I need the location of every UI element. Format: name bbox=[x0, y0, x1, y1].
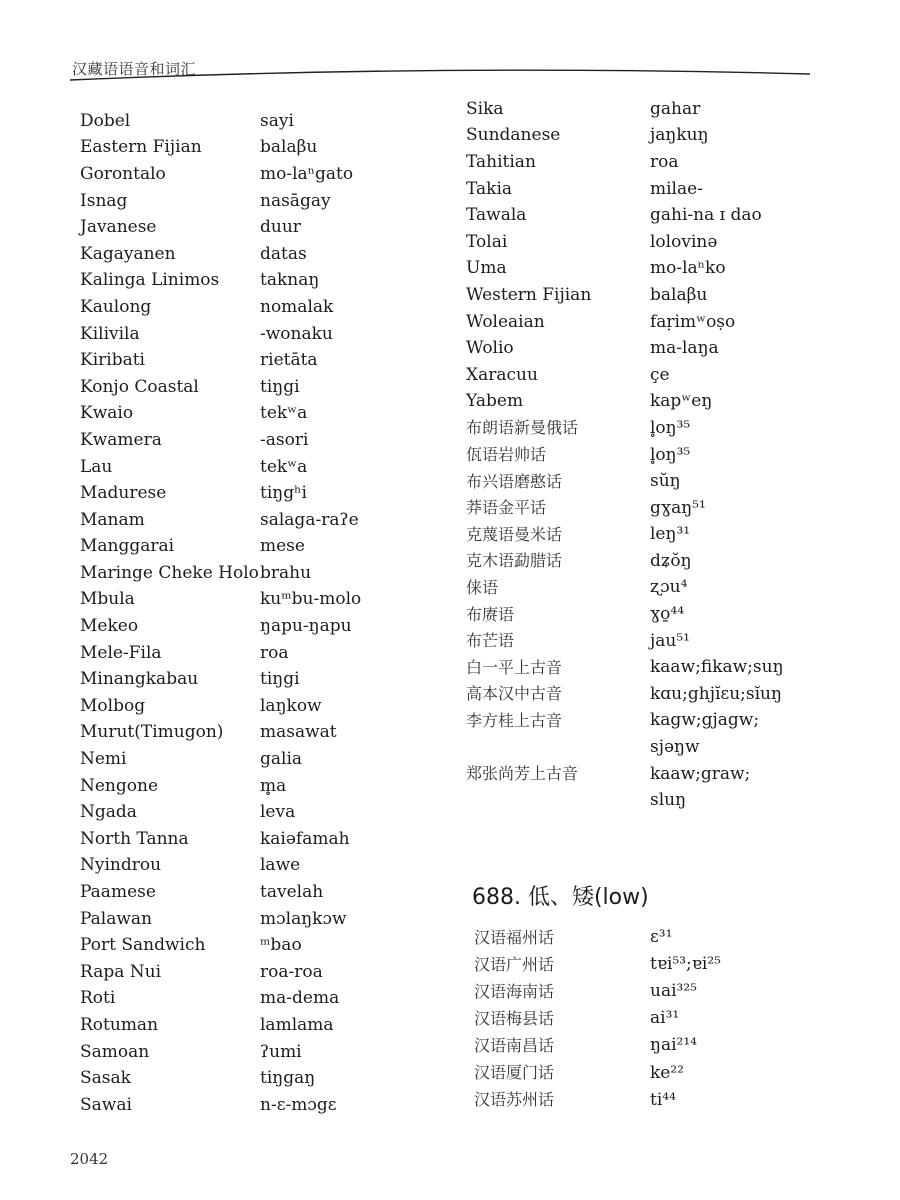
entry-row bbox=[466, 575, 784, 602]
word-form: ɛ³¹ bbox=[650, 927, 673, 948]
entry-row bbox=[466, 522, 784, 549]
word-form: ʔumi bbox=[260, 1041, 302, 1062]
language-name: Mbula bbox=[80, 589, 135, 610]
entry-row bbox=[80, 534, 361, 561]
language-name: 郑张尚芳上古音 bbox=[466, 764, 579, 784]
word-form: ɣo̱⁴⁴ bbox=[650, 604, 685, 625]
word-form: m̥a bbox=[260, 775, 287, 796]
entry-row bbox=[466, 708, 784, 735]
entry-row bbox=[466, 362, 784, 389]
entry-row bbox=[80, 427, 361, 454]
word-form: faṛimʷoṣo bbox=[650, 311, 736, 332]
entry-row bbox=[80, 1092, 361, 1119]
word-form: ti⁴⁴ bbox=[650, 1089, 676, 1110]
entry-row bbox=[466, 335, 784, 362]
entry-row bbox=[80, 294, 361, 321]
entry-row bbox=[80, 268, 361, 295]
word-form: ʐɔu⁴ bbox=[650, 577, 688, 598]
entry-row bbox=[466, 601, 784, 628]
language-name: Javanese bbox=[80, 217, 157, 238]
entry-row bbox=[80, 374, 361, 401]
language-name: Kwaio bbox=[80, 403, 134, 424]
language-name: Yabem bbox=[466, 391, 524, 412]
running-header: 汉藏语语音和词汇 bbox=[72, 60, 197, 78]
language-name: Tahitian bbox=[466, 151, 536, 172]
language-name: Samoan bbox=[80, 1041, 150, 1062]
word-form: tɐi⁵³;ɐi²⁵ bbox=[650, 954, 721, 975]
language-name: Kilivila bbox=[80, 323, 140, 344]
entry-row bbox=[80, 454, 361, 481]
word-form: lolovinə bbox=[650, 231, 718, 252]
entry-row bbox=[466, 787, 784, 814]
word-form: tavelah bbox=[260, 882, 324, 903]
word-form: gahar bbox=[650, 98, 701, 119]
language-name: Isnag bbox=[80, 190, 128, 211]
language-name: Paamese bbox=[80, 882, 156, 903]
language-name: 克木语勐腊话 bbox=[466, 551, 563, 571]
entry-row bbox=[466, 495, 784, 522]
language-name: Sundanese bbox=[466, 125, 561, 146]
word-form: leŋ³¹ bbox=[650, 524, 691, 545]
entry-row bbox=[80, 666, 361, 693]
language-name: 白一平上古音 bbox=[466, 657, 563, 677]
word-form: mo-laⁿgato bbox=[260, 163, 354, 184]
language-name: 汉语苏州话 bbox=[474, 1090, 555, 1110]
section-entries bbox=[474, 924, 721, 1114]
entry-row bbox=[466, 149, 784, 176]
language-name: Kalinga Linimos bbox=[80, 270, 220, 291]
language-name: Kagayanen bbox=[80, 243, 176, 264]
entry-row bbox=[80, 241, 361, 268]
entry-row bbox=[466, 202, 784, 229]
word-form: kaaw;fikaw;suŋ bbox=[650, 657, 784, 678]
language-name: 布芒语 bbox=[466, 631, 515, 651]
word-form: kuᵐbu-molo bbox=[260, 589, 362, 610]
word-form: nomalak bbox=[260, 296, 334, 317]
word-form: kaiəfamah bbox=[260, 828, 350, 849]
entry-row bbox=[466, 96, 784, 123]
entry-row bbox=[80, 879, 361, 906]
entry-row bbox=[466, 176, 784, 203]
language-name: Eastern Fijian bbox=[80, 137, 202, 158]
language-name: Nengone bbox=[80, 775, 159, 796]
entry-row bbox=[80, 773, 361, 800]
language-name: Wolio bbox=[466, 338, 514, 359]
word-form: gahi-na ɪ dao bbox=[650, 205, 762, 226]
entry-row bbox=[80, 108, 361, 135]
language-name: North Tanna bbox=[80, 828, 189, 849]
language-name: 莽语金平话 bbox=[466, 498, 547, 518]
word-form: -wonaku bbox=[260, 323, 333, 344]
language-name: Palawan bbox=[80, 908, 153, 929]
language-name: 佤语岩帅话 bbox=[466, 445, 547, 465]
word-form: duur bbox=[260, 217, 301, 238]
word-form: jau⁵¹ bbox=[650, 630, 690, 651]
entry-row bbox=[80, 720, 361, 747]
entry-row bbox=[80, 932, 361, 959]
word-form: n-ɛ-mɔgɛ bbox=[260, 1094, 337, 1115]
word-form: roa bbox=[650, 151, 679, 172]
entry-row bbox=[80, 746, 361, 773]
language-name: Nyindrou bbox=[80, 855, 162, 876]
language-name: Kiribati bbox=[80, 350, 145, 371]
entry-row bbox=[80, 560, 361, 587]
language-name: Rotuman bbox=[80, 1014, 159, 1035]
language-name: Western Fijian bbox=[466, 284, 592, 305]
language-name: Dobel bbox=[80, 110, 131, 131]
language-name: 汉语海南话 bbox=[474, 981, 555, 1001]
language-name: Rapa Nui bbox=[80, 961, 162, 982]
word-form: datas bbox=[260, 243, 307, 264]
word-form: -asori bbox=[260, 429, 309, 450]
language-name: Mele-Fila bbox=[80, 642, 162, 663]
language-name: Gorontalo bbox=[80, 163, 166, 184]
right-column bbox=[466, 96, 784, 814]
entry-row bbox=[474, 1059, 721, 1086]
language-name: Murut(Timugon) bbox=[80, 722, 224, 743]
word-form: salaga-raʔe bbox=[260, 509, 359, 530]
entry-row bbox=[80, 826, 361, 853]
word-form: tiŋgaŋ bbox=[260, 1068, 316, 1089]
language-name: Port Sandwich bbox=[80, 935, 206, 956]
entry-row bbox=[466, 628, 784, 655]
word-form: kapʷeŋ bbox=[650, 391, 713, 412]
language-name: Konjo Coastal bbox=[80, 376, 199, 397]
language-name: Madurese bbox=[80, 483, 167, 504]
word-form: sjəŋw bbox=[650, 737, 700, 758]
entry-row bbox=[474, 924, 721, 951]
language-name: Maringe Cheke Holo bbox=[80, 562, 259, 583]
word-form: mo-laⁿko bbox=[650, 258, 726, 279]
word-form: leva bbox=[260, 802, 296, 823]
entry-row bbox=[466, 415, 784, 442]
word-form: tekʷa bbox=[260, 456, 308, 477]
language-name: Uma bbox=[466, 258, 507, 279]
entry-row bbox=[80, 853, 361, 880]
entry-row bbox=[474, 978, 721, 1005]
language-name: Lau bbox=[80, 456, 113, 477]
word-form: masawat bbox=[260, 722, 337, 743]
word-form: tekʷa bbox=[260, 403, 308, 424]
left-column bbox=[80, 108, 361, 1119]
entry-row bbox=[474, 1087, 721, 1114]
entry-row bbox=[80, 1039, 361, 1066]
word-form: ŋapu-ŋapu bbox=[260, 616, 352, 637]
entry-row bbox=[466, 734, 784, 761]
header-rule bbox=[70, 66, 810, 86]
language-name: Molbog bbox=[80, 695, 146, 716]
section-heading: 688. 低、矮(low) bbox=[472, 885, 649, 910]
entry-row bbox=[466, 761, 784, 788]
entry-row bbox=[80, 1065, 361, 1092]
language-name: Minangkabau bbox=[80, 669, 199, 690]
entry-row bbox=[466, 389, 784, 416]
language-name: Kaulong bbox=[80, 296, 152, 317]
word-form: roa bbox=[260, 642, 289, 663]
language-name: 汉语厦门话 bbox=[474, 1063, 555, 1083]
entry-row bbox=[80, 613, 361, 640]
language-name: 汉语南昌话 bbox=[474, 1035, 555, 1055]
word-form: mɔlaŋkɔw bbox=[260, 908, 347, 929]
language-name: Kwamera bbox=[80, 429, 162, 450]
language-name: 布朗语新曼俄话 bbox=[466, 418, 579, 438]
language-name: Manggarai bbox=[80, 536, 175, 557]
word-form: ŋai²¹⁴ bbox=[650, 1035, 697, 1056]
language-name: Tolai bbox=[466, 231, 508, 252]
language-name: 布兴语磨憨话 bbox=[466, 471, 563, 491]
word-form: nasāgay bbox=[260, 190, 331, 211]
word-form: balaβu bbox=[650, 284, 708, 305]
entry-row bbox=[80, 507, 361, 534]
word-form: jaŋkuŋ bbox=[650, 125, 709, 146]
language-name: Woleaian bbox=[466, 311, 545, 332]
word-form: l̥oŋ³⁵ bbox=[650, 417, 691, 438]
language-name: 布赓语 bbox=[466, 604, 515, 624]
entry-row bbox=[466, 229, 784, 256]
entry-row bbox=[466, 309, 784, 336]
word-form: taknaŋ bbox=[260, 270, 320, 291]
language-name: Roti bbox=[80, 988, 116, 1009]
word-form: sŭŋ bbox=[650, 471, 681, 492]
language-name: Mekeo bbox=[80, 616, 139, 637]
word-form: balaβu bbox=[260, 137, 318, 158]
language-name: 克蔑语曼米话 bbox=[466, 524, 563, 544]
word-form: ke²² bbox=[650, 1062, 684, 1083]
word-form: laŋkow bbox=[260, 695, 322, 716]
entry-row bbox=[466, 282, 784, 309]
word-form: galia bbox=[260, 749, 303, 770]
entry-row bbox=[466, 256, 784, 283]
entry-row bbox=[80, 161, 361, 188]
entry-row bbox=[80, 640, 361, 667]
language-name: Tawala bbox=[466, 205, 527, 226]
language-name: Xaracuu bbox=[466, 364, 538, 385]
word-form: kaaw;graw; bbox=[650, 763, 751, 784]
entry-row bbox=[80, 799, 361, 826]
word-form: sayi bbox=[260, 110, 294, 131]
entry-row bbox=[80, 401, 361, 428]
language-name: 李方桂上古音 bbox=[466, 710, 563, 730]
entry-row bbox=[474, 951, 721, 978]
word-form: mese bbox=[260, 536, 305, 557]
entry-row bbox=[474, 1005, 721, 1032]
word-form: lamlama bbox=[260, 1014, 334, 1035]
word-form: kagw;gjagw; bbox=[650, 710, 760, 731]
word-form: çe bbox=[650, 364, 670, 385]
language-name: 汉语广州话 bbox=[474, 954, 555, 974]
entry-row bbox=[466, 468, 784, 495]
word-form: lawe bbox=[260, 855, 301, 876]
entry-row bbox=[474, 1032, 721, 1059]
language-name: Ngada bbox=[80, 802, 137, 823]
entry-row bbox=[80, 959, 361, 986]
word-form: ai³¹ bbox=[650, 1008, 680, 1029]
entry-row bbox=[80, 906, 361, 933]
language-name: 俫语 bbox=[466, 577, 499, 597]
entry-row bbox=[466, 654, 784, 681]
word-form: kɑu;ghjĭɛu;sĭuŋ bbox=[650, 683, 782, 704]
entry-row bbox=[80, 587, 361, 614]
language-name: Manam bbox=[80, 509, 145, 530]
entry-row bbox=[466, 442, 784, 469]
word-form: brahu bbox=[260, 562, 312, 583]
entry-row bbox=[466, 123, 784, 150]
word-form: ma-dema bbox=[260, 988, 340, 1009]
entry-row bbox=[80, 214, 361, 241]
word-form: uai³²⁵ bbox=[650, 981, 697, 1002]
word-form: ma-laŋa bbox=[650, 338, 719, 359]
language-name: Takia bbox=[466, 178, 513, 199]
language-name: 高本汉中古音 bbox=[466, 684, 563, 704]
entry-row bbox=[80, 347, 361, 374]
word-form: tiŋgi bbox=[260, 376, 300, 397]
entry-row bbox=[466, 681, 784, 708]
page-number: 2042 bbox=[70, 1150, 109, 1168]
entry-row bbox=[80, 480, 361, 507]
language-name: Sawai bbox=[80, 1094, 132, 1115]
word-form: ᵐbao bbox=[260, 935, 302, 956]
language-name: Sika bbox=[466, 98, 504, 119]
entry-row bbox=[80, 188, 361, 215]
entry-row bbox=[80, 135, 361, 162]
word-form: milae- bbox=[650, 178, 703, 199]
word-form: l̥oŋ³⁵ bbox=[650, 444, 691, 465]
word-form: sluŋ bbox=[650, 790, 687, 811]
entry-row bbox=[80, 986, 361, 1013]
language-name: 汉语梅县话 bbox=[474, 1008, 555, 1028]
entry-row bbox=[80, 321, 361, 348]
language-name: 汉语福州话 bbox=[474, 927, 555, 947]
entry-row bbox=[80, 693, 361, 720]
entry-row bbox=[466, 548, 784, 575]
word-form: roa-roa bbox=[260, 961, 323, 982]
word-form: tiŋgʰi bbox=[260, 483, 307, 504]
language-name: Sasak bbox=[80, 1068, 131, 1089]
language-name: Nemi bbox=[80, 749, 127, 770]
entry-row bbox=[80, 1012, 361, 1039]
word-form: gɣaŋ⁵¹ bbox=[650, 497, 706, 518]
word-form: rietāta bbox=[260, 350, 318, 371]
word-form: dʑŏŋ bbox=[650, 550, 692, 571]
word-form: tiŋgi bbox=[260, 669, 300, 690]
